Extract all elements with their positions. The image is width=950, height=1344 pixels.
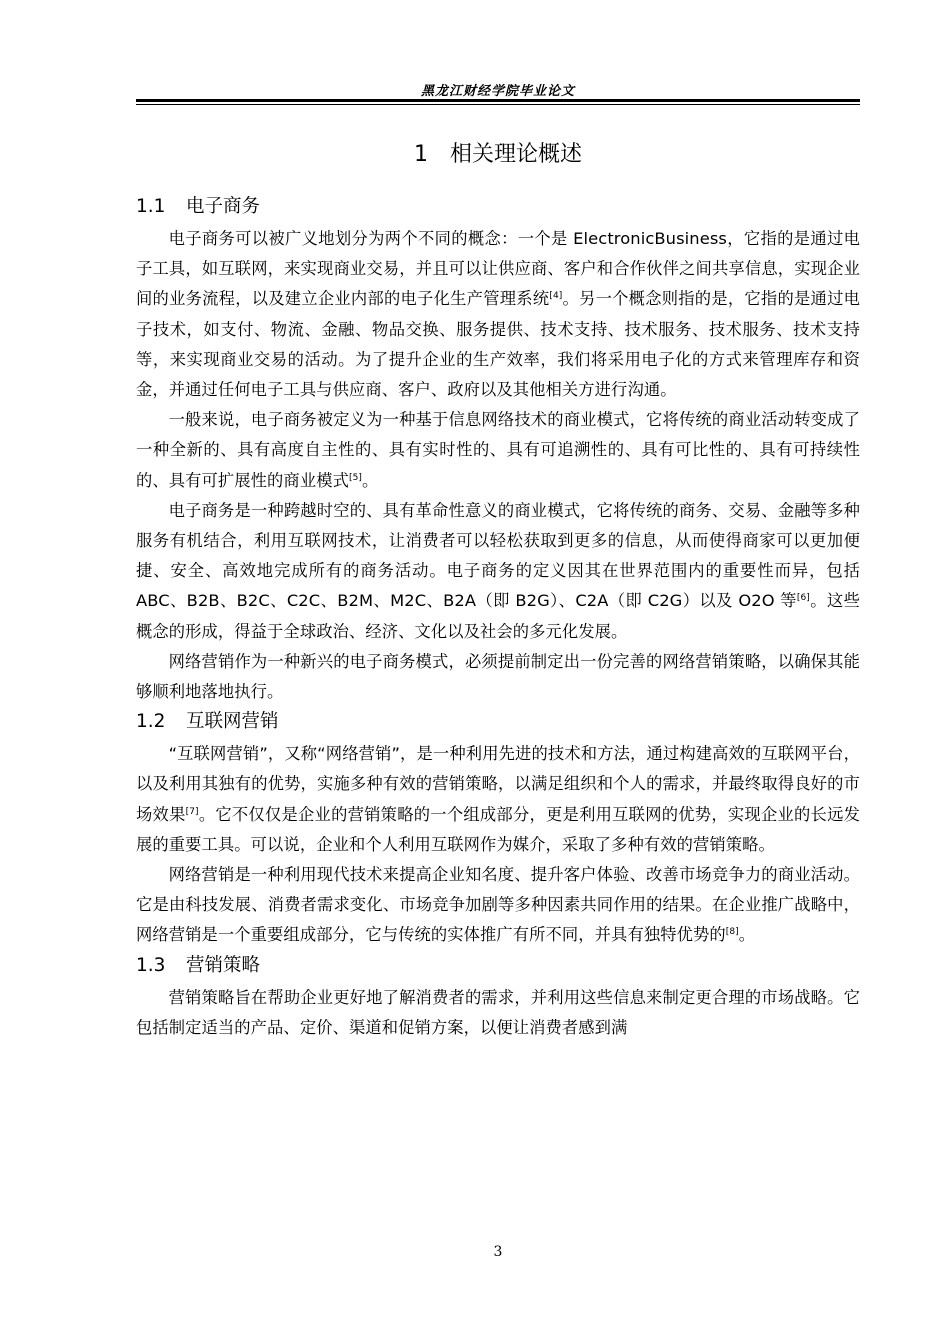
section-heading [136, 951, 860, 981]
citation-ref: [4] [549, 291, 563, 302]
chapter-number: 1 [413, 142, 428, 167]
chapter-heading [136, 138, 860, 172]
body-paragraph: 一般来说，电子商务被定义为一种基于信息网络技术的商业模式，它将传统的商业活动转变成了一种全新的、具有高度自主性的、具有实时性的、具有可追溯性的、具有可比性的、具有可持续性的、具有可扩展性的商业模式[5]。 [136, 410, 860, 490]
page-body [136, 132, 860, 1043]
body-paragraph: 网络营销作为一种新兴的电子商务模式，必须提前制定出一份完善的网络营销策略，以确保其能够顺利地落地执行。 [136, 651, 860, 702]
body-paragraph: 电子商务是一种跨越时空的、具有革命性意义的商业模式，它将传统的商务、交易、金融等多种服务有机结合，利用互联网技术，让消费者可以轻松获取到更多的信息，从而使得商家可以更加便捷、安全、高效地完成所有的商务活动。电子商务的定义因其在世界范围内的重要性而异，包括 ABC、B2B、B2C、C2C、B2M、M2C、B2A（即 B2G）、C2A（即 C2G）以及 O2O 等[6]。这些概念的形成，得益于全球政治、经济、文化以及社会的多元化发展。 [136, 500, 860, 641]
section-number: 1.2 [136, 711, 166, 733]
section-heading [136, 707, 860, 737]
running-header: 黑龙江财经学院毕业论文 [420, 84, 575, 99]
section-heading [136, 192, 860, 222]
section-title: 互联网营销 [186, 711, 279, 733]
citation-ref: [8] [725, 927, 739, 938]
body-paragraph: 电子商务可以被广义地划分为两个不同的概念：一个是 ElectronicBusiness，它指的是通过电子工具，如互联网，来实现商业交易，并且可以让供应商、客户和合作伙伴之间共享信息，实现企业间的业务流程，以及建立企业内部的电子化生产管理系统[4]。另一个概念则指的是，它指的是通过电子技术，如支付、物流、金融、物品交换、服务提供、技术支持、技术服务、技术服务、技术支持等，来实现商业交易的活动。为了提升企业的生产效率，我们将采用电子化的方式来管理库存和资金，并通过任何电子工具与供应商、客户、政府以及其他相关方进行沟通。 [136, 229, 860, 400]
chapter-title: 相关理论概述 [449, 142, 582, 167]
section-number: 1.1 [136, 196, 166, 217]
section-title: 营销策略 [186, 954, 261, 976]
body-paragraph: “互联网营销”，又称“网络营销”，是一种利用先进的技术和方法，通过构建高效的互联网平台，以及利用其独有的优势，实施多种有效的营销策略，以满足组织和个人的需求，并最终取得良好的市场效果[7]。它不仅仅是企业的营销策略的一个组成部分，更是利用互联网的优势，实现企业的长远发展的重要工具。可以说，企业和个人利用互联网作为媒介，采取了多种有效的营销策略。 [136, 744, 860, 854]
section-title: 电子商务 [186, 196, 261, 217]
page-number: 3 [493, 1244, 503, 1260]
citation-ref: [7] [185, 806, 199, 817]
header-rule-thick [136, 99, 860, 102]
section-number: 1.3 [136, 954, 166, 976]
header-rule-thin [136, 104, 860, 105]
citation-ref: [6] [796, 593, 810, 604]
citation-ref: [5] [348, 472, 363, 483]
body-paragraph: 营销策略旨在帮助企业更好地了解消费者的需求，并利用这些信息来制定更合理的市场战略。它包括制定适当的产品、定价、渠道和促销方案，以便让消费者感到满 [136, 987, 860, 1037]
body-paragraph: 网络营销是一种利用现代技术来提高企业知名度、提升客户体验、改善市场竞争力的商业活动。它是由科技发展、消费者需求变化、市场竞争加剧等多种因素共同作用的结果。在企业推广战略中，网络营销是一个重要组成部分，它与传统的实体推广有所不同，并具有独特优势的[8]。 [136, 865, 860, 945]
